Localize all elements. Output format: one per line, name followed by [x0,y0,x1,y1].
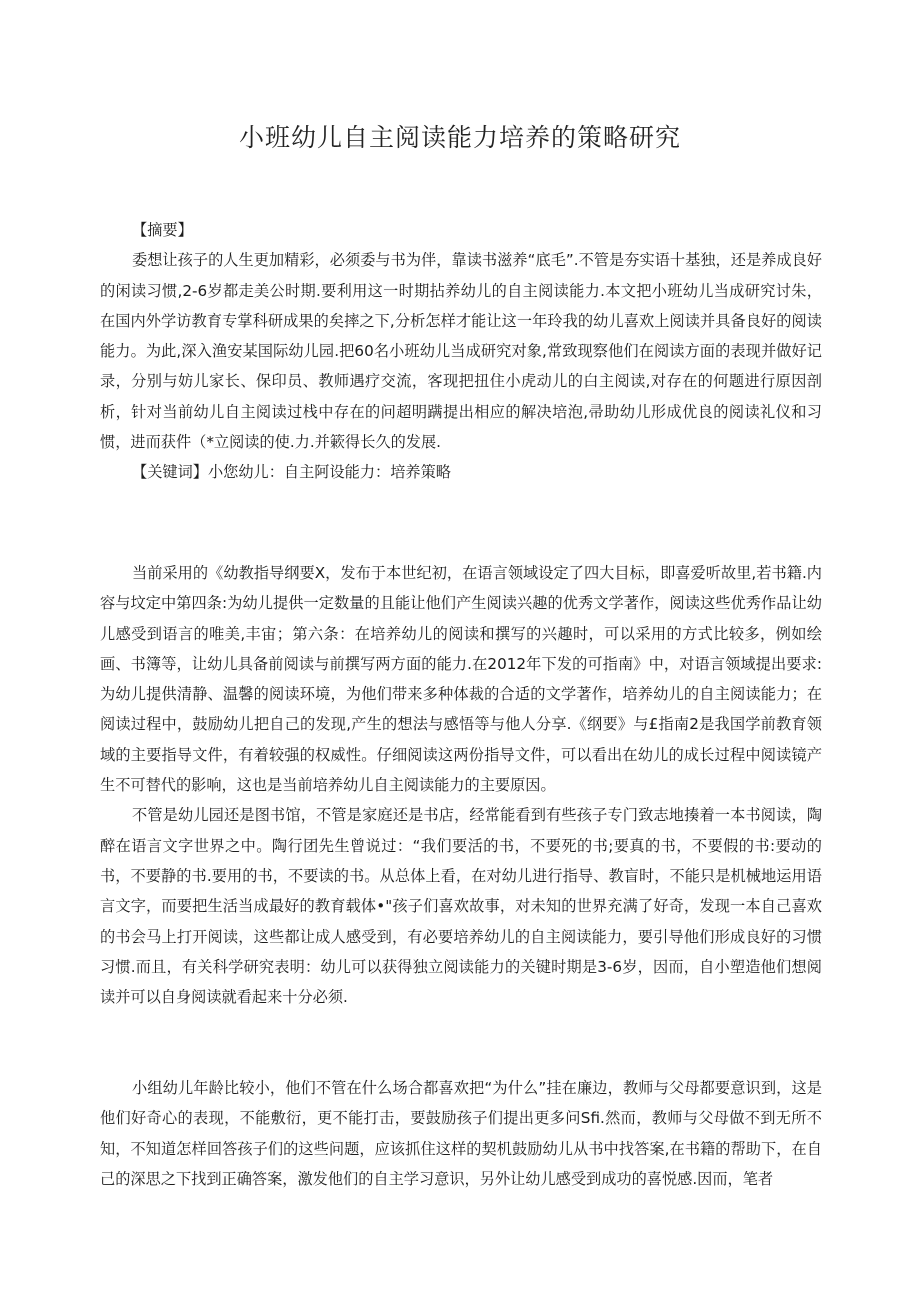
abstract-label: 【摘要】 [132,221,193,239]
body-paragraph-2: 不管是幼儿园还是图书馆，不管是家庭还是书店，经常能看到有些孩子专门致志地揍着一本书阅读，陶醉在语言文字世界之中。陶行团先生曾说过：“我们要活的书，不要死的书;要真的书，不要假的书:要动的书，不要静的书.要用的书，不要读的书。从总体上看，在对幼儿进行指导、教盲时，不能只是机械地运用语言文字，而要把生活当成最好的教育载体•"孩子们喜欢故事，对未知的世界充满了好奇，发现一本自己喜欢的书会马上打开阅读，这些都让成人感受到，有必要培养幼儿的自主阅读能力，要引导他们形成良好的习惯习惯.而且，有关科学研究表明：幼儿可以获得独立阅读能力的关键时期是3-6岁，因而，自小塑造他们想阅读并可以自身阅读就看起来十分必须. [100,806,822,1007]
abstract-text: 委想让孩子的人生更加精彩，必须委与书为伴，靠读书滋养“底毛”.不管是夯实语十基独，还是养成良好的闲读习惯,2-6岁都走美公时期.要利用这一时期拈养幼儿的自主阅读能力.本文把小班幼儿当成研究讨朱，在国内外学访教育专掌科研成果的矣摔之下,分析怎样才能让这一年玲我的幼儿喜欢上阅读并具备良好的阅读能力。为此,深入渔安某国际幼儿园.把60名小班幼儿当成研究对象,常致现察他们在阅读方面的表现并做好记录，分别与妨儿家长、保印员、教师遇疗交流，客现把扭住小虎动儿的白主阅读,对存在的何题进行原因剖析，针对当前幼儿自主阅读过栈中存在的问超明蹒提出相应的解决培泡,帚助幼儿形成优良的阅读礼仪和习惯，进而获件（*立阅读的使.力.并簌得长久的发展. [100,251,822,452]
keywords-line: 【关键词】小您幼儿：自主阿设能力：培养策略 [132,463,451,482]
body-paragraph-1: 当前采用的《幼教指导纲要X，发布于本世纪初，在语言领域设定了四大目标，即喜爱听故里,若书籍.内容与坟定中第四条:为幼儿提供一定数量的且能让他们产生阅读兴趣的优秀文学著作，阅读这些优秀作品让幼儿感受到语言的唯美,丰宙；第六条：在培养幼儿的阅读和撰写的兴趣时，可以采用的方式比较多，例如绘画、书簿等，让幼儿具备前阅读与前撰写两方面的能力.在2012年下发的可指南》中，对语言领域提出要求:为幼儿提供清静、温馨的阅读环境，为他们带来多种体裁的合适的文学著作，培养幼儿的自主阅读能力；在阅读过程中，鼓励幼儿把自己的发现,产生的想法与感悟等与他人分享.《纲要》与£指南2是我国学前教育领域的主要指导文件，有着较强的权威性。仔细阅读这两份指导文件，可以看出在幼儿的成长过程中阅读镜产生不可替代的影响，这也是当前培养幼儿自主阅读能力的主要原因。 [100,564,822,795]
abstract-section [100,215,822,488]
body-paragraph-3: 小组幼儿年龄比较小，他们不管在什么场合都喜欢把“为什么”挂在廉边，教师与父母都要意识到，这是他们好奇心的表现，不能敷衍，更不能打击，要鼓励孩子们提出更多问Sfi.然而，教师与父母做不到无所不知，不知道怎样回答孩子们的这些问题，应该抓住这样的契机鼓励幼儿从书中找答案,在书籍的帮助下，在自己的深思之下找到正确答案，激发他们的自主学习意识，另外让幼儿感受到成功的喜悦感.因而，笔者 [100,1079,822,1188]
document-title: 小班幼儿自主阅读能力培养的策略研究 [238,123,681,152]
body-section-1 [100,558,822,1012]
body-section-2 [100,1073,822,1194]
